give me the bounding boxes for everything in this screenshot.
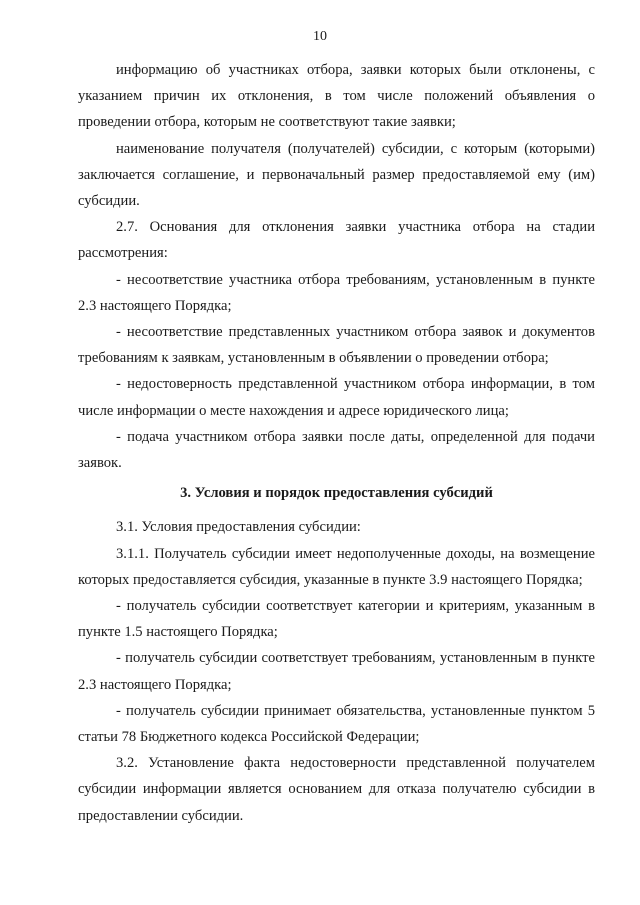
list-item-condition-1: - получатель субсидии соответствует категории и критериям, указанным в пункте 1.5 настоящего Порядка; bbox=[78, 598, 595, 641]
paragraph-clause-3-1: 3.1. Условия предоставления субсидии: bbox=[116, 519, 361, 536]
list-item-rejection-3: - недостоверность представленной участником отбора информации, в том числе информации о месте нахождения и адресе юридического лица; bbox=[78, 376, 595, 419]
section-heading: 3. Условия и порядок предоставления субсидий bbox=[180, 485, 493, 502]
list-item-condition-3: - получатель субсидии принимает обязательства, установленные пунктом 5 статьи 78 Бюджетного кодекса Российской Федерации; bbox=[78, 702, 595, 746]
paragraph-recipient-name: наименование получателя (получателей) субсидии, с которым (которыми) заключается соглашение, и первоначальный размер предоставляемой ему (им) субсидии. bbox=[78, 140, 595, 210]
page-number: 10 bbox=[313, 29, 327, 44]
list-item-rejection-2: - несоответствие представленных участником отбора заявок и документов требованиям к заявкам, установленным в объявлении о проведении отбора; bbox=[78, 324, 595, 367]
list-item-condition-2: - получатель субсидии соответствует требованиям, установленным в пункте 2.3 настоящего Порядка; bbox=[78, 650, 595, 693]
paragraph-clause-3-1-1: 3.1.1. Получатель субсидии имеет недополученные доходы, на возмещение которых предоставляется субсидия, указанные в пункте 3.9 настоящего Порядка; bbox=[78, 545, 595, 588]
paragraph-rejected-participants: информацию об участниках отбора, заявки которых были отклонены, с указанием причин их отклонения, в том числе положений объявления о проведении отбора, которым не соответствуют такие заявки; bbox=[78, 62, 595, 131]
list-item-rejection-4: - подача участником отбора заявки после даты, определенной для подачи заявок. bbox=[78, 428, 595, 472]
paragraph-clause-2-7: 2.7. Основания для отклонения заявки участника отбора на стадии рассмотрения: bbox=[78, 219, 595, 262]
paragraph-clause-3-2: 3.2. Установление факта недостоверности представленной получателем субсидии информации является основанием для отказа получателю субсидии в предоставлении субсидии. bbox=[78, 755, 595, 824]
list-item-rejection-1: - несоответствие участника отбора требованиям, установленным в пункте 2.3 настоящего Порядка; bbox=[78, 271, 595, 314]
document-body bbox=[78, 57, 595, 829]
